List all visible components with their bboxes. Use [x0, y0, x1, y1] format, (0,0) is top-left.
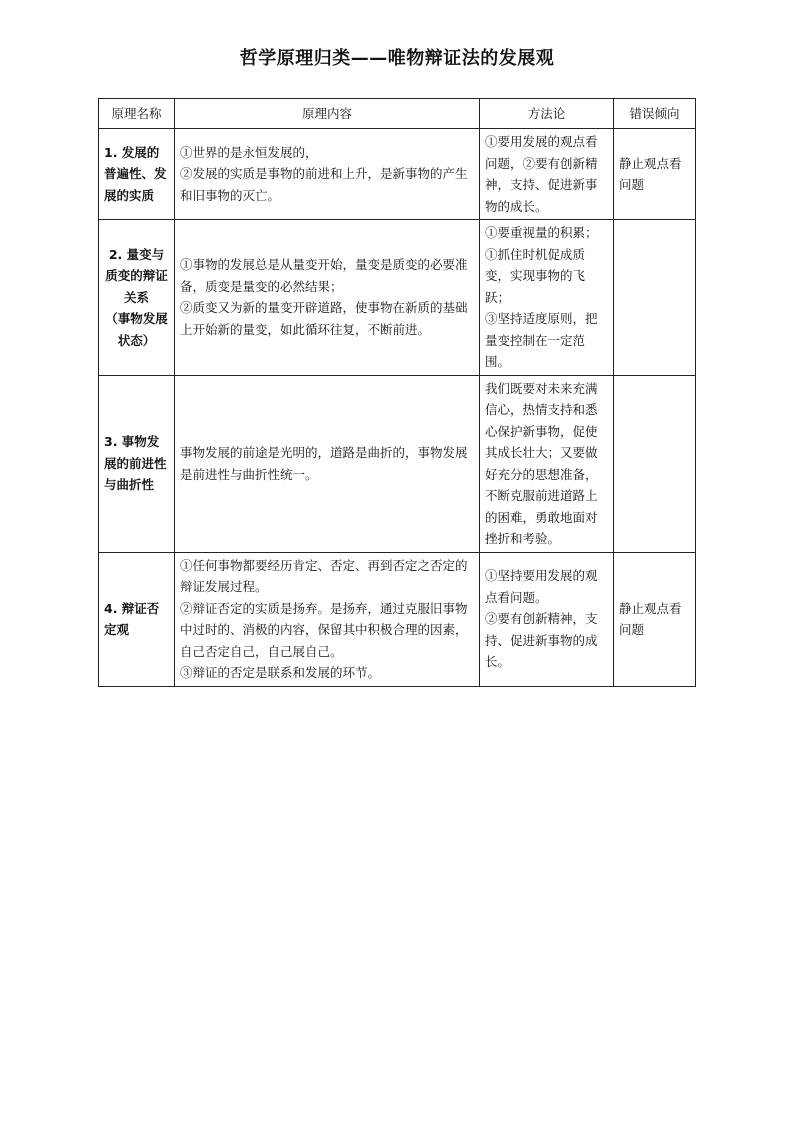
error-tendency-cell: [614, 375, 696, 552]
principle-content-cell: ①世界的是永恒发展的， ②发展的实质是事物的前进和上升，是新事物的产生和旧事物的灭亡。: [175, 129, 480, 220]
error-tendency-cell: 静止观点看问题: [614, 552, 696, 686]
methodology-cell: ①要重视量的积累； ①抓住时机促成质变，实现事物的飞跃； ③坚持适度原则，把量变控制在一定范围。: [480, 220, 614, 376]
header-principle-content: 原理内容: [175, 99, 480, 129]
principle-content-cell: 事物发展的前途是光明的，道路是曲折的，事物发展是前进性与曲折性统一。: [175, 375, 480, 552]
principle-content-cell: ①任何事物都要经历肯定、否定、再到否定之否定的辩证发展过程。 ②辩证否定的实质是扬弃。是扬弃，通过克服旧事物中过时的、消极的内容，保留其中积极合理的因素，自己否定自己，自己展自己。 ③辩证的否定是联系和发展的环节。: [175, 552, 480, 686]
error-tendency-cell: [614, 220, 696, 376]
page-title: 哲学原理归类——唯物辩证法的发展观: [239, 48, 555, 69]
table-row: [99, 129, 696, 220]
table-row: [99, 552, 696, 686]
principles-table: [98, 98, 696, 687]
header-error-tendency: 错误倾向: [614, 99, 696, 129]
methodology-cell: ①要用发展的观点看问题，②要有创新精神，支持、促进新事物的成长。: [480, 129, 614, 220]
principle-name-cell: 1. 发展的普遍性、发展的实质: [99, 129, 175, 220]
error-tendency-cell: 静止观点看问题: [614, 129, 696, 220]
header-principle-name: 原理名称: [99, 99, 175, 129]
table-row: [99, 220, 696, 376]
principle-name-cell: 4. 辩证否定观: [99, 552, 175, 686]
principle-name-cell: 2. 量变与质变的辩证关系 （事物发展状态）: [99, 220, 175, 376]
table-row: [99, 375, 696, 552]
header-methodology: 方法论: [480, 99, 614, 129]
principle-content-cell: ①事物的发展总是从量变开始，量变是质变的必要准备，质变是量变的必然结果； ②质变又为新的量变开辟道路，使事物在新质的基础上开始新的量变，如此循环往复，不断前进。: [175, 220, 480, 376]
methodology-cell: ①坚持要用发展的观点看问题。 ②要有创新精神，支持、促进新事物的成长。: [480, 552, 614, 686]
principle-name-cell: 3. 事物发展的前进性与曲折性: [99, 375, 175, 552]
table-header-row: [99, 99, 696, 129]
methodology-cell: 我们既要对未来充满信心，热情支持和悉心保护新事物，促使其成长壮大；又要做好充分的思想准备，不断克服前进道路上的困难，勇敢地面对挫折和考验。: [480, 375, 614, 552]
